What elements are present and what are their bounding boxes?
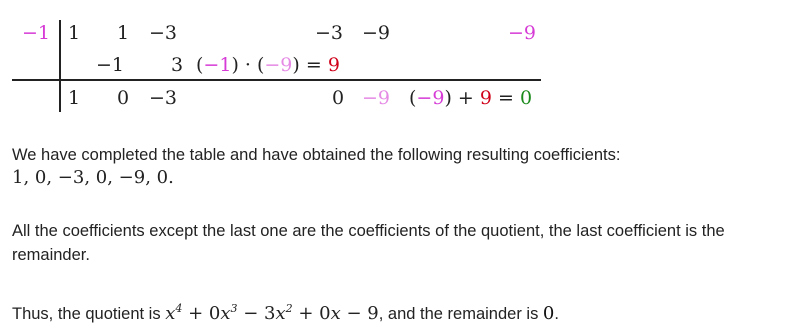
remainder-value: 0 bbox=[542, 303, 555, 324]
row1-col6: −9 bbox=[362, 22, 391, 44]
q-x3-var: x bbox=[220, 303, 231, 324]
q-x2-exp: 2 bbox=[285, 302, 293, 315]
row1-col3: −3 bbox=[149, 22, 178, 44]
row3-calc-eq: = bbox=[498, 87, 514, 109]
row3-calculation bbox=[409, 87, 532, 109]
paragraph-result bbox=[12, 297, 559, 326]
divisor-separator-line bbox=[59, 20, 61, 112]
q-x2-var: x bbox=[275, 303, 286, 324]
row3-calc-open: ( bbox=[409, 87, 417, 109]
row2-calc-mid: ) · ( bbox=[231, 54, 265, 76]
row1-col2: 1 bbox=[117, 22, 130, 44]
result-end: . bbox=[554, 305, 559, 323]
row2-col3: 3 bbox=[171, 54, 184, 76]
row1-col8: −9 bbox=[508, 22, 537, 44]
row3-calc-value: −9 bbox=[416, 87, 445, 109]
q-term2-coef: + 0 bbox=[182, 303, 221, 324]
q-term5-const: − 9 bbox=[340, 303, 379, 324]
row2-calc-result: 9 bbox=[327, 54, 340, 76]
row2-col2: −1 bbox=[96, 54, 125, 76]
paragraph-coefficients-line1: All the coefficients except the last one are the coefficients of the quotient, the last coefficient is the bbox=[12, 222, 725, 240]
row2-calc-divisor: −1 bbox=[203, 54, 232, 76]
row2-calc-close: ) = bbox=[292, 54, 322, 76]
row3-calc-result: 0 bbox=[519, 87, 533, 109]
row3-col6: −9 bbox=[362, 87, 391, 109]
result-prefix: Thus, the quotient is bbox=[12, 305, 166, 323]
row3-col3: −3 bbox=[149, 87, 178, 109]
row1-col5: −3 bbox=[315, 22, 344, 44]
row3-calc-mid: ) + bbox=[444, 87, 474, 109]
q-x4-exp: 4 bbox=[175, 302, 183, 315]
coefficients-list: 1, 0, −3, 0, −9, 0. bbox=[12, 167, 174, 188]
result-mid: , and the remainder is bbox=[378, 305, 543, 323]
row3-col2: 0 bbox=[117, 87, 130, 109]
row3-col5: 0 bbox=[332, 87, 345, 109]
row1-col1: 1 bbox=[68, 22, 81, 44]
row2-calc-open: ( bbox=[196, 54, 204, 76]
q-x4-var: x bbox=[165, 303, 176, 324]
row2-calc-value: −9 bbox=[264, 54, 293, 76]
q-term3-coef: − 3 bbox=[237, 303, 276, 324]
paragraph-completed-table: We have completed the table and have obtained the following resulting coefficients: bbox=[12, 146, 621, 164]
paragraph-coefficients-line2: remainder. bbox=[12, 246, 90, 264]
result-separator-line bbox=[12, 79, 541, 81]
row3-calc-product: 9 bbox=[479, 87, 492, 109]
row3-col1: 1 bbox=[68, 87, 81, 109]
divisor-value: −1 bbox=[22, 22, 51, 44]
quotient-polynomial bbox=[165, 303, 379, 324]
row2-calculation bbox=[196, 54, 340, 76]
q-x1-var: x bbox=[330, 303, 341, 324]
q-term4-coef: + 0 bbox=[292, 303, 331, 324]
q-x3-exp: 3 bbox=[230, 302, 238, 315]
